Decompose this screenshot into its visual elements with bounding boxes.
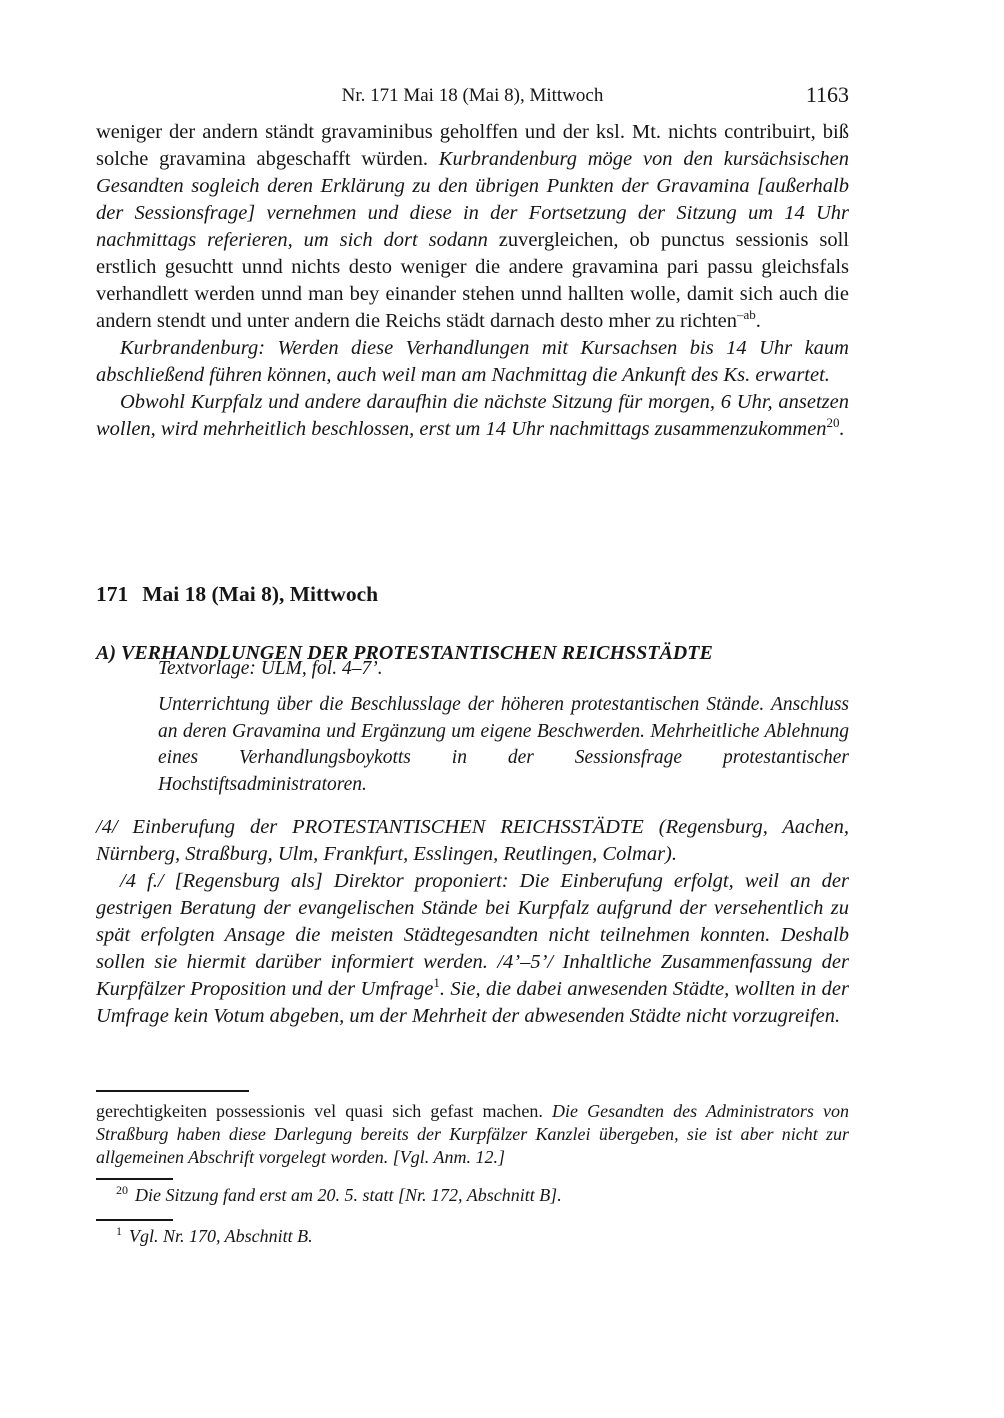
running-title: Nr. 171 Mai 18 (Mai 8), Mittwoch <box>341 85 604 106</box>
footnote-number-20: 20 <box>116 1183 128 1197</box>
paragraph-kurbrandenburg: Kurbrandenburg: Werden diese Verhandlungen mit Kursachsen bis 14 Uhr kaum abschließend führen können, auch weil man am Nachmittag die Ankunft des Ks. erwartet. <box>96 337 849 386</box>
text-column <box>96 0 849 1418</box>
footnote-number-1: 1 <box>116 1224 122 1238</box>
footnote-text: Vgl. Nr. 170, Abschnitt B. <box>129 1226 313 1246</box>
footnote-ref-1: 1 <box>433 975 440 991</box>
page-number: 1163 <box>805 82 849 107</box>
text-run-italic: . Sie, die dabei anwesenden Städte, wollten in der Umfrage kein Votum abgeben, um der Mehrheit der abwesenden Städte nicht vorzugreifen. <box>96 978 850 1027</box>
footnote-continuation <box>96 1100 849 1169</box>
entry-heading <box>96 581 378 607</box>
paragraph-continuation <box>96 119 849 335</box>
summary-block <box>158 692 849 798</box>
text-run-italic: . <box>839 418 845 440</box>
protocol-text-block <box>96 814 849 1030</box>
text-run-roman: weniger der andern ständt gravaminibus geholffen und der ksl. Mt. nichts contribuirt, biß solche gravamina abgeschafft würden. <box>96 121 849 170</box>
text-run-italic: /4 f./ [Regensburg als] Direktor proponiert: Die Einberufung erfolgt, weil an der gestrigen Beratung der evangelischen Stände bei Kurpfalz aufgrund der versehentlich zu spät erfolgten Ansage die meisten Städtegesandten nicht teilnehmen konnten. Deshalb sollen sie hiermit darüber informiert werden. /4’–5’/ Inhaltliche Zusammenfassung der Kurpfälzer Proposition und der Umfrage <box>96 870 849 1000</box>
text-run-roman: zuvergleichen, ob punctus sessionis soll erstlich gesuchtt unnd nichts desto weniger die andere gravamina pari passu gleichsfals verhandlett werden unnd man bey einander stehen unnd hallten wolle, damit sich auch die andern stendt und unter andern die Reichs städt darnach desto mher zu richten <box>96 229 849 332</box>
entry-date-title: Mai 18 (Mai 8), Mittwoch <box>142 581 379 606</box>
entry-number: 171 <box>96 581 129 606</box>
text-run-roman: gerechtigkeiten possessionis vel quasi sich gefast machen. <box>96 1101 552 1121</box>
footnote-20 <box>96 1184 849 1207</box>
opening-text-block <box>96 119 849 443</box>
summary-paragraph: Unterrichtung über die Beschlusslage der höheren protestantischen Stände. Anschluss an deren Gravamina und Ergänzung um eigene Beschwerden. Mehrheitliche Ablehnung eines Verhandlungsboykotts in der Sessionsfrage protestantischer Hochstiftsadministratoren. <box>158 694 849 795</box>
footnote-1 <box>96 1225 849 1248</box>
text-run-italic: Kurbrandenburg möge von den kursächsischen Gesandten sogleich deren Erklärung zu den übrigen Punkten der Gravamina [außerhalb der Sessionsfrage] vernehmen und diese in der Fortsetzung der Sitzung um 14 Uhr nachmittags referieren, um sich dort sodann <box>96 148 849 251</box>
paragraph-beschluss <box>96 389 849 443</box>
footnote-text: Die Sitzung fand erst am 20. 5. statt [Nr. 172, Abschnitt B]. <box>135 1185 562 1205</box>
footnote-area <box>96 1090 849 1248</box>
running-header <box>96 84 849 108</box>
footnote-separator <box>96 1178 173 1180</box>
footnote-separator <box>96 1219 173 1221</box>
text-run-italic: Die Gesandten des Administrators von Straßburg haben diese Darlegung bereits der Kurpfälzer Kanzlei übergeben, sie ist aber nicht zur allgemeinen Abschrift vorgelegt worden. [Vgl. Anm. 12.] <box>96 1101 849 1167</box>
footnote-ref-20: 20 <box>826 415 840 431</box>
paragraph-einberufung: /4/ Einberufung der PROTESTANTISCHEN REICHSSTÄDTE (Regensburg, Aachen, Nürnberg, Straßburg, Ulm, Frankfurt, Esslingen, Reutlingen, Colmar). <box>96 816 849 865</box>
variant-note-ref: –ab <box>736 307 756 323</box>
paragraph-direktor <box>96 868 849 1030</box>
text-run-roman: . <box>755 310 761 332</box>
text-run-italic: Obwohl Kurpfalz und andere daraufhin die nächste Sitzung für morgen, 6 Uhr, ansetzen wollen, wird mehrheitlich beschlossen, erst um 14 Uhr nachmittags zusammenzukommen <box>96 391 849 440</box>
source-reference-line: Textvorlage: ULM, fol. 4–7’. <box>158 658 383 679</box>
subsection-a-heading: A) VERHANDLUNGEN DER PROTESTANTISCHEN REICHSSTÄDTE <box>96 642 713 664</box>
footnote-continuation-separator <box>96 1090 249 1092</box>
